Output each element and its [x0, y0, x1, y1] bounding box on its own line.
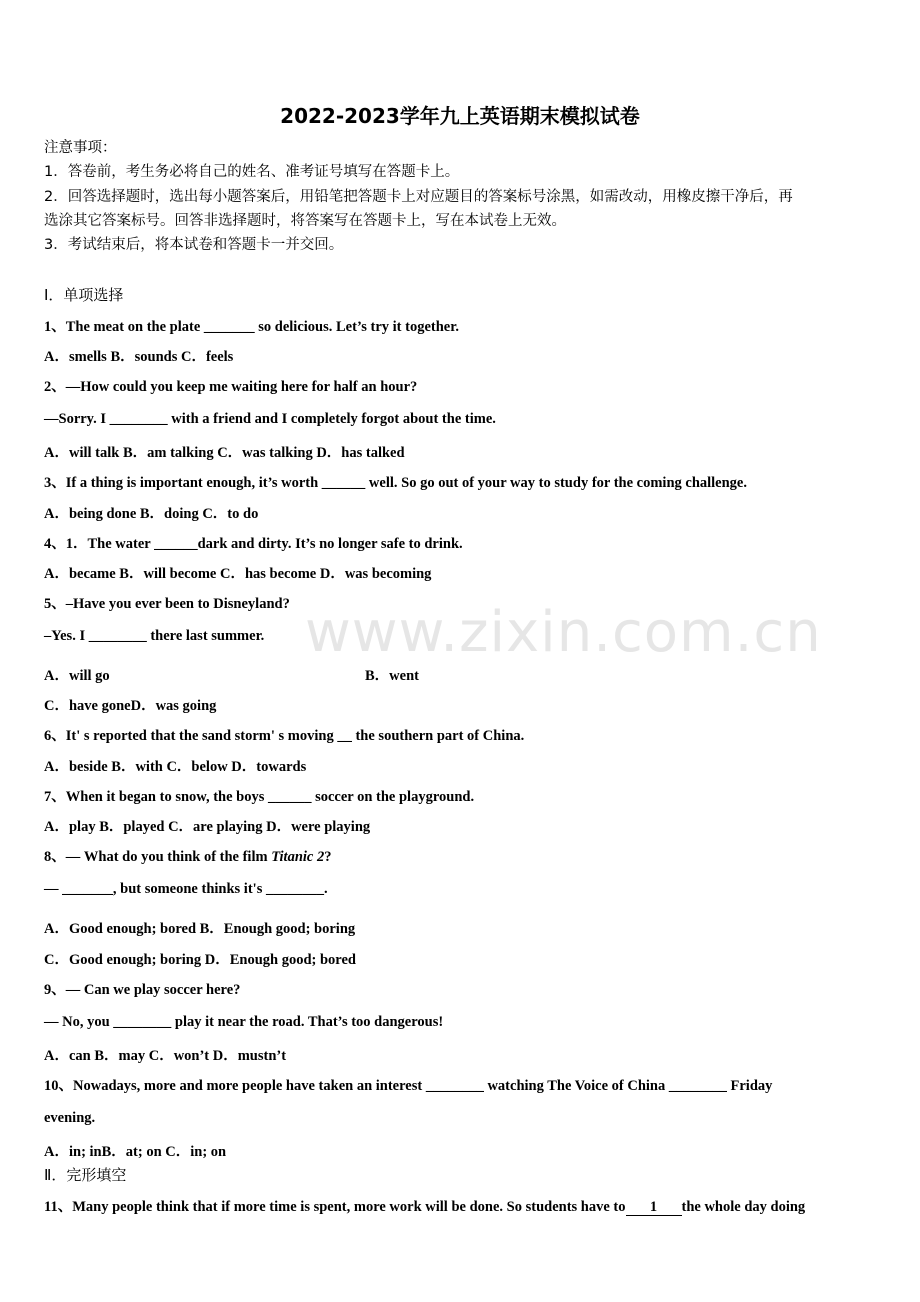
notice-item: 2．回答选择题时，选出每小题答案后，用铅笔把答题卡上对应题目的答案标号涂黑，如需改动，用橡皮擦干净后，再 — [44, 189, 793, 205]
question-line — [44, 845, 331, 866]
options-line: A．smells B．sounds C．feels — [44, 349, 234, 365]
section-heading: Ⅱ．完形填空 — [44, 1166, 127, 1184]
options-line: C．have goneD．was going — [44, 698, 217, 714]
q8-prefix: 8、— What do you think of the film — [44, 849, 272, 865]
options-line: A．beside B．with C．below D．towards — [44, 759, 307, 775]
options-line: A．will talk B．am talking C．was talking D．has talked — [44, 445, 405, 461]
question-line — [44, 1195, 805, 1216]
question-line: 7、When it began to snow, the boys ______ soccer on the playground. — [44, 789, 475, 805]
question-line: — _______, but someone thinks it's ________. — [44, 881, 328, 897]
page-title: 2022-2023学年九上英语期末模拟试卷 — [280, 104, 640, 128]
section-heading: Ⅰ．单项选择 — [44, 286, 124, 304]
question-line: evening. — [44, 1110, 96, 1126]
question-line: 3、If a thing is important enough, it’s worth ______ well. So go out of your way to study for the coming challenge. — [44, 475, 747, 491]
answer-blank: 1 — [626, 1200, 682, 1216]
options-line: A．became B．will become C．has become D．was becoming — [44, 566, 432, 582]
question-line: 9、— Can we play soccer here? — [44, 982, 241, 998]
options-line: A．Good enough; bored B．Enough good; boring — [44, 921, 356, 937]
notice-item: 选涂其它答案标号。回答非选择题时，将答案写在答题卡上，写在本试卷上无效。 — [44, 213, 566, 229]
question-line: 5、–Have you ever been to Disneyland? — [44, 596, 290, 612]
options-line: A．in; inB．at; on C．in; on — [44, 1144, 227, 1160]
option-b: B．went — [365, 668, 419, 684]
question-line: 1、The meat on the plate _______ so delicious. Let’s try it together. — [44, 319, 459, 335]
notice-item: 3．考试结束后，将本试卷和答题卡一并交回。 — [44, 237, 344, 253]
options-line: A．will go — [44, 668, 110, 684]
q11-text: 11、Many people think that if more time is spent, more work will be done. So students have to — [44, 1199, 626, 1215]
options-line: A．can B．may C．won’t D．mustn’t — [44, 1048, 287, 1064]
options-line: A．play B．played C．are playing D．were playing — [44, 819, 371, 835]
question-line: — No, you ________ play it near the road. That’s too dangerous! — [44, 1014, 444, 1030]
notice-heading: 注意事项： — [44, 140, 117, 156]
question-line: —Sorry. I ________ with a friend and I completely forgot about the time. — [44, 411, 496, 427]
question-line: –Yes. I ________ there last summer. — [44, 628, 265, 644]
options-line: A．being done B．doing C．to do — [44, 506, 259, 522]
film-title: Titanic 2 — [271, 849, 325, 865]
question-line: 4、1．The water ______dark and dirty. It’s no longer safe to drink. — [44, 536, 463, 552]
q8-suffix: ? — [324, 849, 332, 865]
question-line: 2、—How could you keep me waiting here for half an hour? — [44, 379, 418, 395]
question-line: 6、It' s reported that the sand storm' s moving __ the southern part of China. — [44, 728, 525, 744]
question-line: 10、Nowadays, more and more people have taken an interest ________ watching The Voice of China ________ Friday — [44, 1078, 773, 1094]
options-line: C．Good enough; boring D．Enough good; bored — [44, 952, 356, 968]
q11-rest: the whole day doing — [681, 1199, 806, 1215]
notice-item: 1．答卷前，考生务必将自己的姓名、准考证号填写在答题卡上。 — [44, 164, 460, 180]
watermark: www.zixin.com.cn — [305, 600, 822, 665]
